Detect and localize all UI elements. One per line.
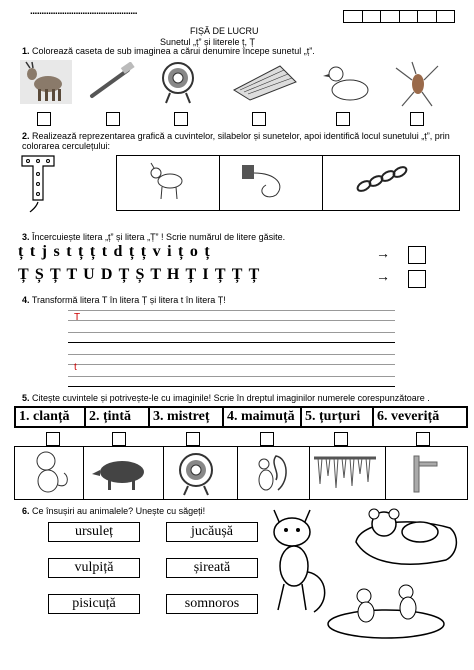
q2-number: 2. [22, 131, 30, 141]
page-title: FIȘĂ DE LUCRU [190, 26, 259, 36]
mosquito-icon [392, 60, 442, 108]
chain-icon [352, 166, 412, 196]
monkey-icon [24, 449, 76, 497]
q1-checkbox-2[interactable] [106, 112, 120, 126]
goat-icon [20, 60, 72, 104]
word-veverita: 6. veveriță [377, 409, 440, 424]
q1-text: Colorează caseta de sub imaginea a cărui denumire începe sunetul „ț”. [32, 46, 315, 56]
goat-drawing-icon [146, 161, 192, 201]
q3-answer-box-2[interactable] [408, 270, 426, 288]
writing-area-2[interactable]: t [64, 352, 399, 388]
q2-heading [22, 131, 462, 151]
word-ursulet[interactable]: ursuleț [48, 522, 140, 542]
word-somnoros[interactable]: somnoros [166, 594, 258, 614]
q1-checkbox-3[interactable] [174, 112, 188, 126]
page-subtitle: Sunetul „ț” și literele ț, Ț [160, 37, 256, 47]
target-icon [160, 60, 196, 104]
q3-uppercase-row[interactable]: Ț Ș Ț T U D Ț Ș T H Ț I Ț Ț Ț [18, 266, 259, 283]
name-dots[interactable]: ............................................... [30, 6, 138, 17]
score-boxes [343, 10, 455, 23]
q3-arrow-2: → [376, 268, 390, 284]
q5-box-4[interactable] [260, 432, 274, 446]
q5-text: Citește cuvintele și potrivește-le cu imaginile! Scrie în dreptul imaginilor numerele corespunzătoare . [32, 393, 430, 403]
q3-number: 3. [22, 232, 30, 242]
boar-icon [90, 452, 152, 494]
q1-checkbox-6[interactable] [410, 112, 424, 126]
q1-checkbox-1[interactable] [37, 112, 51, 126]
icicles-icon [314, 456, 376, 492]
q4-text: Transformă litera T în litera Ț și litera t în litera Ț! [31, 295, 226, 305]
q3-lowercase-row[interactable]: ț t j s t ț ț t d ț ț v i ț o ț [18, 243, 210, 260]
q3-arrow-1: → [376, 245, 390, 261]
q3-text: Încercuiește litera „ț” și litera „Ț” ! Scrie numărul de litere găsite. [32, 232, 286, 242]
q4-heading [22, 295, 462, 305]
q5-heading [22, 393, 462, 403]
letter-t-decorative-icon [20, 152, 56, 216]
q5-images-row [14, 446, 468, 500]
word-turturi: 5. țurțuri [302, 408, 374, 426]
q5-number: 5. [22, 393, 30, 403]
word-mistret: 3. mistreț [150, 408, 224, 426]
q6-text: Ce însușiri au animalele? Unește cu săgeți! [32, 506, 206, 516]
word-pisicuta[interactable]: pisicuță [48, 594, 140, 614]
word-sireata[interactable]: șireată [166, 558, 258, 578]
q5-box-2[interactable] [112, 432, 126, 446]
q3-answer-box-1[interactable] [408, 246, 426, 264]
squirrel-icon [250, 450, 290, 496]
target-icon-2 [176, 450, 216, 496]
q1-checkbox-4[interactable] [252, 112, 266, 126]
q6-heading [22, 506, 282, 516]
q5-box-3[interactable] [186, 432, 200, 446]
q5-box-1[interactable] [46, 432, 60, 446]
q1-number: 1. [22, 46, 30, 56]
zither-icon [230, 60, 300, 104]
word-jucausa[interactable]: jucăușă [166, 522, 258, 542]
q3-heading [22, 232, 462, 242]
cat-drawing-icon [258, 502, 334, 622]
q6-number: 6. [22, 506, 30, 516]
word-clanta: 1. clanță [16, 408, 86, 426]
q1-heading [22, 46, 462, 56]
foxes-drawing-icon [324, 578, 448, 642]
door-handle-icon [402, 452, 442, 496]
writing-area-1[interactable]: T [64, 308, 399, 344]
q4-number: 4. [22, 295, 30, 305]
word-tinta: 2. țintă [86, 408, 150, 426]
q1-checkbox-5[interactable] [336, 112, 350, 126]
toothbrush-icon [88, 62, 138, 102]
word-vulpita[interactable]: vulpiță [48, 558, 140, 578]
q2-text: Realizează reprezentarea grafică a cuvintelor, silabelor și sunetelor, apoi identifică locul sunetului „ț”, prin colorarea cerculețului: [22, 131, 450, 151]
bear-drawing-icon [350, 502, 462, 572]
duck-icon [322, 60, 374, 104]
word-maimuta: 4. maimuță [224, 408, 302, 426]
q5-box-6[interactable] [416, 432, 430, 446]
q5-box-5[interactable] [334, 432, 348, 446]
thread-spool-icon [236, 161, 292, 203]
